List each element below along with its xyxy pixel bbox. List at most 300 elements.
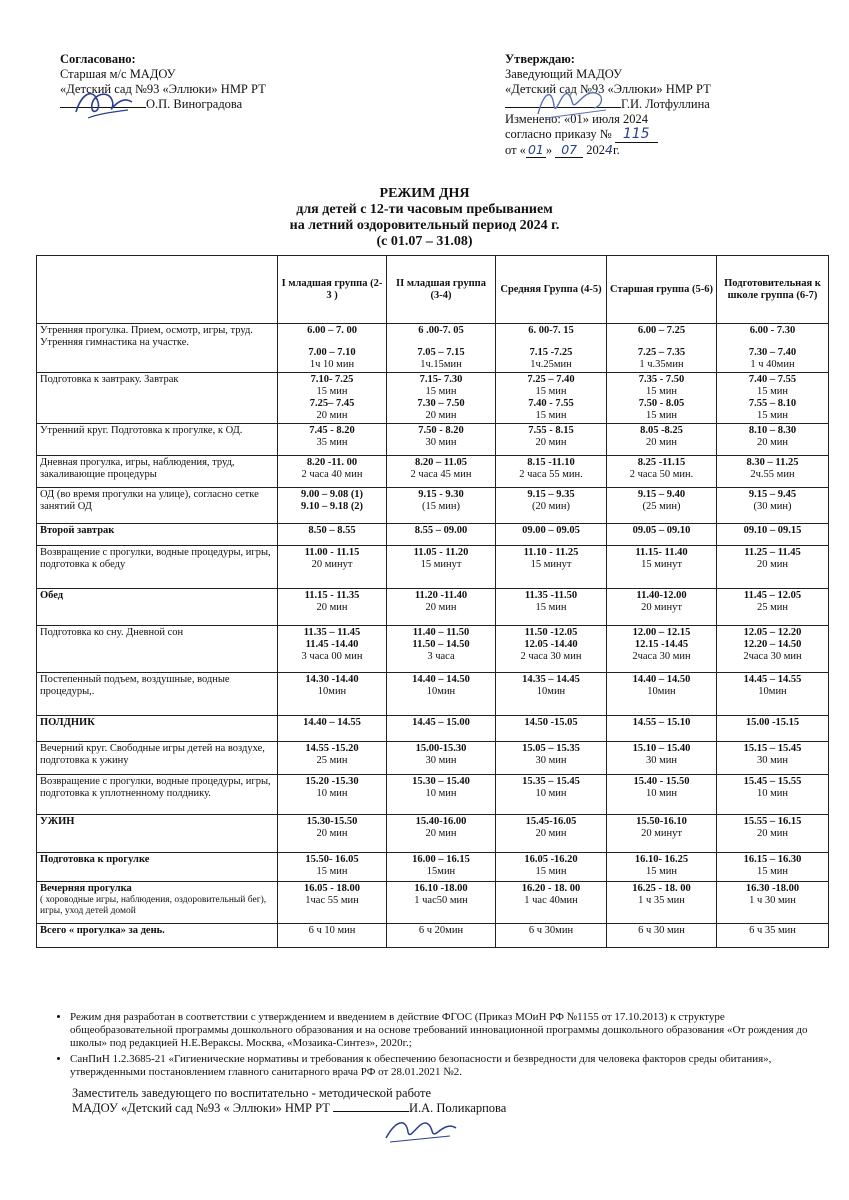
activity-cell: [37, 524, 278, 546]
time-cell: [278, 882, 387, 924]
duration: 15 мин: [645, 410, 677, 421]
time-range: 12.05 – 12.20: [743, 627, 802, 638]
time-cell: [387, 373, 496, 424]
total-duration: 6 ч 30мин: [528, 925, 574, 936]
time-cell: [387, 853, 496, 882]
time-range: 9.10 – 9.18 (2): [300, 501, 364, 512]
duration: 1ч.25мин: [530, 359, 572, 370]
time-range: 14.35 – 14.45: [522, 674, 580, 685]
time-cell: [607, 815, 717, 853]
time-cell: [496, 626, 607, 673]
time-range: 15.50-16.10: [636, 816, 687, 827]
activity-label: Возвращение с прогулки, водные процедуры, игры, подготовка к обеду: [40, 547, 271, 570]
order-month: 07: [555, 142, 583, 158]
time-cell: [278, 488, 387, 524]
time-cell: [387, 626, 496, 673]
time-range: 7.25– 7.45: [309, 398, 355, 409]
duration: 20 минут: [311, 559, 353, 570]
activity-label: ПОЛДНИК: [40, 717, 95, 728]
duration: (15 мин): [421, 501, 460, 512]
time-range: 11.15- 11.40: [635, 547, 688, 558]
title-line-2: для детей с 12-ти часовым пребыванием: [296, 202, 553, 217]
order-number: 115: [615, 126, 658, 143]
time-cell: [387, 424, 496, 456]
time-range: 8.25 -11.15: [637, 457, 686, 468]
activity-label: Возвращение с прогулки, водные процедуры, игры, подготовка к уплотненному полднику.: [40, 776, 271, 799]
approval-signatory-name: О.П. Виноградова: [146, 97, 243, 111]
time-cell: [717, 924, 829, 948]
duration: 25 мин: [756, 602, 788, 613]
activity-cell: [37, 673, 278, 716]
time-range: 16.15 – 16.30: [743, 854, 802, 865]
time-range: 6.00 – 7. 00: [307, 325, 357, 336]
duration: 15 мин: [535, 386, 567, 397]
duration: 3 часа 00 мин: [301, 651, 363, 662]
order-day: 01: [527, 142, 544, 157]
time-cell: [387, 742, 496, 775]
time-range: 12.00 – 12.15: [632, 627, 691, 638]
document-title: [0, 186, 849, 250]
time-cell: [387, 716, 496, 742]
time-cell: [278, 853, 387, 882]
time-cell: [607, 626, 717, 673]
time-cell: [387, 924, 496, 948]
time-cell: [607, 424, 717, 456]
time-range: 11.50 -12.05: [524, 627, 578, 638]
time-cell: [496, 373, 607, 424]
duration: 1 час50 мин: [414, 895, 468, 906]
time-cell: [278, 524, 387, 546]
time-range: 7.35 - 7.50: [638, 374, 685, 385]
approved-heading: Утверждаю:: [505, 52, 575, 66]
time-cell: [717, 673, 829, 716]
duration: 15 мин: [645, 866, 677, 877]
time-range: 7.40 – 7.55: [748, 374, 797, 385]
approved-organization: «Детский сад №93 «Эллюки» НМР РТ: [505, 82, 711, 96]
duration: 2 часа 40 мин: [301, 469, 363, 480]
total-duration: 6 ч 20мин: [418, 925, 464, 936]
time-range: 7.40 - 7.55: [528, 398, 574, 409]
time-range: 11.05 - 11.20: [413, 547, 469, 558]
duration: 10мин: [317, 686, 347, 697]
time-range: 16.20 - 18. 00: [521, 883, 581, 894]
duration: 20 мин: [316, 828, 348, 839]
time-range: 15.00-15.30: [415, 743, 467, 754]
activity-label: Утренняя прогулка. Прием, осмотр, игры, труд. Утренняя гимнастика на участке.: [40, 325, 253, 348]
changed-date: Изменено: «01» июля 2024: [505, 112, 648, 126]
activity-cell: [37, 924, 278, 948]
duration: 20 мин: [756, 437, 788, 448]
duration: 10мин: [758, 686, 787, 697]
duration: 2 часа 30 мин: [520, 651, 582, 662]
time-cell: [278, 775, 387, 815]
activity-cell: [37, 589, 278, 626]
time-range: 15.30-15.50: [306, 816, 358, 827]
time-range: 6.00 – 7.25: [637, 325, 686, 336]
duration: 15 мин: [535, 410, 567, 421]
time-cell: [387, 524, 496, 546]
daily-schedule-table: [36, 255, 829, 948]
duration: 15 мин: [316, 866, 348, 877]
footnote-item: • СанПиН 1.2.3685-21 «Гигиенические нормативы и требования к обеспечению безопасности и безвредности для человека факторов среды обитания», утвержденными постановлением главного санитарного врача РФ от 28.01.2021 №2.: [70, 1053, 822, 1079]
deputy-position: Заместитель заведующего по воспитательно - методической работе: [72, 1086, 432, 1100]
time-cell: [496, 546, 607, 589]
duration: (30 мин): [753, 501, 792, 512]
time-cell: [278, 673, 387, 716]
table-row: [37, 924, 829, 948]
time-cell: [387, 673, 496, 716]
time-range: 9.00 – 9.08 (1): [300, 489, 364, 500]
time-cell: [496, 775, 607, 815]
activity-cell: [37, 716, 278, 742]
time-range: 7.55 - 8.15: [528, 425, 574, 436]
time-cell: [496, 524, 607, 546]
duration: (25 мин): [642, 501, 681, 512]
duration: 15 мин: [535, 602, 567, 613]
activity-label: Постепенный подъем, воздушные, водные процедуры,.: [40, 674, 230, 697]
time-range: 15.40 - 15.50: [633, 776, 690, 787]
duration: 1час 55 мин: [305, 895, 359, 906]
approval-heading: Согласовано:: [60, 52, 136, 66]
duration: 10мин: [426, 686, 456, 697]
duration: 3 часа: [427, 651, 455, 662]
time-range: 7.00 – 7.10: [308, 347, 356, 358]
duration: 20 мин: [756, 559, 788, 570]
time-range: 11.45 -14.40: [305, 639, 359, 650]
time-cell: [607, 456, 717, 488]
time-range: 16.10- 16.25: [634, 854, 689, 865]
time-range: 7.05 – 7.15: [417, 347, 465, 358]
time-range: 15.45 – 15.55: [743, 776, 802, 787]
duration: 10 мин: [645, 788, 677, 799]
time-cell: [607, 546, 717, 589]
time-range: 15.50- 16.05: [305, 854, 359, 865]
activity-label: Подготовка к прогулке: [40, 854, 150, 865]
time-cell: [717, 424, 829, 456]
title-line-3: на летний оздоровительный период 2024 г.: [289, 218, 560, 233]
duration: 2 часа 50 мин.: [629, 469, 694, 480]
time-cell: [387, 589, 496, 626]
header-group-3: Средняя Группа (4-5): [496, 256, 607, 324]
time-range: 6.00 - 7.30: [749, 325, 796, 336]
table-row: [37, 716, 829, 742]
time-range: 14.30 -14.40: [305, 674, 359, 685]
duration: 20 мин: [316, 410, 348, 421]
table-row: [37, 524, 829, 546]
time-range: 7.50 - 8.05: [638, 398, 685, 409]
time-cell: [278, 324, 387, 373]
time-range: 15.30 – 15.40: [412, 776, 470, 787]
duration: 20 мин: [756, 828, 788, 839]
time-range: 12.20 – 14.50: [743, 639, 802, 650]
time-range: 15.00 -15.15: [745, 717, 800, 728]
duration: 15мин: [426, 866, 456, 877]
table-row: [37, 815, 829, 853]
activity-cell: [37, 488, 278, 524]
time-range: 8.50 – 8.55: [308, 525, 356, 536]
time-cell: [496, 324, 607, 373]
duration: 15 минут: [641, 559, 682, 570]
time-cell: [496, 853, 607, 882]
time-cell: [278, 424, 387, 456]
time-cell: [717, 488, 829, 524]
duration: 30 мин: [425, 437, 457, 448]
activity-cell: [37, 626, 278, 673]
time-range: 7.15 -7.25: [529, 347, 573, 358]
time-range: 7.25 – 7.35: [637, 347, 686, 358]
duration: 15 минут: [530, 559, 572, 570]
time-cell: [278, 456, 387, 488]
duration: 15 мин: [535, 866, 567, 877]
time-range: 7.30 – 7.40: [748, 347, 797, 358]
duration: 25 мин: [316, 755, 348, 766]
activity-label: ОД (во время прогулки на улице), согласно сетке занятий ОД: [40, 489, 259, 512]
duration: 2часа 30 мин: [632, 651, 691, 662]
time-cell: [496, 424, 607, 456]
time-cell: [717, 853, 829, 882]
time-range: 16.05 - 18.00: [304, 883, 360, 894]
time-cell: [278, 716, 387, 742]
time-range: 14.55 – 15.10: [632, 717, 691, 728]
time-range: 11.45 – 12.05: [743, 590, 802, 601]
time-range: 11.35 -11.50: [524, 590, 578, 601]
time-cell: [387, 324, 496, 373]
time-range: 14.40 – 14.55: [303, 717, 361, 728]
approved-position: Заведующий МАДОУ: [505, 67, 622, 81]
time-range: 8.20 – 11.05: [415, 457, 467, 468]
table-row: [37, 424, 829, 456]
time-cell: [278, 546, 387, 589]
table-row: [37, 324, 829, 373]
time-range: 14.40 – 14.50: [412, 674, 470, 685]
time-cell: [387, 456, 496, 488]
table-row: [37, 456, 829, 488]
time-range: 7.45 - 8.20: [309, 425, 355, 436]
time-cell: [717, 626, 829, 673]
time-cell: [717, 456, 829, 488]
time-range: 11.50 – 14.50: [412, 639, 470, 650]
duration: 2часа 30 мин: [743, 651, 802, 662]
time-cell: [717, 373, 829, 424]
duration: 20 мин: [425, 410, 457, 421]
time-range: 09.05 – 09.10: [632, 525, 691, 536]
time-range: 11.15 - 11.35: [304, 590, 360, 601]
duration: 15 мин: [316, 386, 348, 397]
time-range: 7.50 - 8.20: [418, 425, 464, 436]
time-range: 09.10 – 09.15: [743, 525, 802, 536]
activity-label: Подготовка к завтраку. Завтрак: [40, 374, 179, 385]
time-range: 14.45 – 15.00: [412, 717, 470, 728]
time-range: 16.25 - 18. 00: [632, 883, 691, 894]
time-range: 6 .00-7. 05: [418, 325, 464, 336]
time-cell: [717, 882, 829, 924]
activity-sublabel: ( хороводные игры, наблюдения, оздоровительный бег), игры, уход детей домой: [40, 895, 267, 916]
time-range: 9.15 - 9.30: [418, 489, 464, 500]
time-cell: [717, 546, 829, 589]
time-cell: [607, 716, 717, 742]
table-row: [37, 673, 829, 716]
time-cell: [607, 488, 717, 524]
table-row: [37, 488, 829, 524]
duration: 1 ч 30 мин: [749, 895, 796, 906]
duration: 10мин: [536, 686, 566, 697]
activity-cell: [37, 546, 278, 589]
time-cell: [607, 589, 717, 626]
header-group-1: I младшая группа (2-3 ): [278, 256, 387, 324]
activity-label: Утренний круг. Подготовка к прогулке, к ОД.: [40, 425, 243, 436]
time-range: 15.15 – 15.45: [743, 743, 802, 754]
time-cell: [278, 742, 387, 775]
deputy-name: И.А. Поликарпова: [408, 1101, 507, 1115]
header-group-2: II младшая группа (3-4): [387, 256, 496, 324]
time-range: 11.40 – 11.50: [412, 627, 470, 638]
footnote-item: • Режим дня разработан в соответствии с утверждением и введением в действие ФГОС (Приказ МОиН РФ №1155 от 17.10.2013) к структуре общеобразовательной программы дошкольного образования и на основе требований инновационной программы дошкольного образования «От рождения до школы» под редакцией Н.Е.Вераксы. Москва, «Мозаика-Синтез», 2020г.;: [70, 1011, 822, 1050]
time-cell: [278, 815, 387, 853]
approval-position: Старшая м/с МАДОУ: [60, 67, 176, 81]
time-range: 14.40 – 14.50: [632, 674, 691, 685]
activity-label: Обед: [40, 590, 64, 601]
duration: 20 мин: [425, 602, 457, 613]
time-cell: [607, 324, 717, 373]
time-cell: [496, 742, 607, 775]
time-range: 15.20 -15.30: [305, 776, 359, 787]
time-cell: [496, 882, 607, 924]
duration: 20 мин: [535, 437, 567, 448]
time-range: 7.30 – 7.50: [417, 398, 465, 409]
time-cell: [717, 589, 829, 626]
time-range: 8.55 – 09.00: [414, 525, 468, 536]
footnotes: [52, 1011, 822, 1082]
time-cell: [387, 546, 496, 589]
time-range: 16.30 -18.00: [745, 883, 800, 894]
time-range: 12.05 -14.40: [524, 639, 578, 650]
duration: (20 мин): [531, 501, 570, 512]
time-cell: [387, 775, 496, 815]
time-range: 15.35 – 15.45: [522, 776, 580, 787]
activity-label: Всего « прогулка» за день.: [40, 925, 165, 936]
time-cell: [278, 589, 387, 626]
activity-cell: [37, 882, 278, 924]
duration: 30 мин: [535, 755, 567, 766]
table-row: [37, 853, 829, 882]
time-cell: [607, 524, 717, 546]
time-range: 7.10- 7.25: [310, 374, 354, 385]
duration: 15 мин: [425, 386, 457, 397]
duration: 20 минут: [641, 828, 682, 839]
signature-lotfullina: [532, 80, 612, 124]
time-cell: [496, 815, 607, 853]
time-cell: [607, 373, 717, 424]
table-row: [37, 775, 829, 815]
time-range: 15.40-16.00: [415, 816, 467, 827]
time-cell: [717, 324, 829, 373]
approval-organization: «Детский сад №93 «Эллюки» НМР РТ: [60, 82, 266, 96]
duration: 35 мин: [316, 437, 348, 448]
time-range: 15.05 – 15.35: [522, 743, 580, 754]
time-range: 8.05 -8.25: [640, 425, 683, 436]
duration: 20 мин: [425, 828, 457, 839]
time-range: 11.35 – 11.45: [303, 627, 361, 638]
duration: 2 часа 45 мин: [410, 469, 472, 480]
time-range: 15.45-16.05: [525, 816, 577, 827]
table-row: [37, 373, 829, 424]
duration: 30 мин: [645, 755, 677, 766]
duration: 20 мин: [535, 828, 567, 839]
time-cell: [717, 524, 829, 546]
table-header-row: [37, 256, 829, 324]
order-line: согласно приказу № 115: [505, 127, 711, 142]
duration: 10мин: [647, 686, 676, 697]
time-range: 11.10 - 11.25: [523, 547, 579, 558]
deputy-organization-line: МАДОУ «Детский сад №93 « Эллюки» НМР РТ И.А. Поликарпова: [72, 1101, 507, 1115]
time-cell: [496, 924, 607, 948]
duration: 1ч 10 мин: [309, 359, 355, 370]
time-range: 09.00 – 09.05: [522, 525, 580, 536]
duration: 15 мин: [756, 410, 788, 421]
time-cell: [607, 853, 717, 882]
time-range: 7.55 – 8.10: [748, 398, 797, 409]
time-cell: [496, 456, 607, 488]
time-cell: [607, 673, 717, 716]
activity-cell: [37, 424, 278, 456]
time-range: 8.30 – 11.25: [746, 457, 799, 468]
duration: 1 ч.35мин: [639, 359, 684, 370]
time-range: 9.15 – 9.45: [748, 489, 797, 500]
activity-cell: [37, 853, 278, 882]
time-cell: [717, 742, 829, 775]
time-range: 8.15 -11.10: [527, 457, 575, 468]
activity-label: Вечерняя прогулка: [40, 883, 132, 894]
duration: 1 ч 40мин: [750, 359, 795, 370]
header-group-5: Подготовительная к школе группа (6-7): [717, 256, 829, 324]
time-cell: [278, 924, 387, 948]
time-cell: [607, 924, 717, 948]
duration: 1ч.15мин: [420, 359, 462, 370]
time-range: 16.05 -16.20: [524, 854, 578, 865]
duration: 2ч.55 мин: [750, 469, 795, 480]
order-year-digit: 4: [605, 142, 613, 157]
total-duration: 6 ч 35 мин: [749, 925, 796, 936]
header-activity: [37, 256, 278, 324]
table-row: [37, 742, 829, 775]
time-cell: [717, 716, 829, 742]
total-duration: 6 ч 30 мин: [638, 925, 685, 936]
duration: 2 часа 55 мин.: [519, 469, 583, 480]
time-cell: [717, 775, 829, 815]
activity-label: УЖИН: [40, 816, 75, 827]
duration: 1 ч 35 мин: [638, 895, 685, 906]
approved-signatory-name: Г.И. Лотфуллина: [621, 97, 710, 111]
activity-cell: [37, 742, 278, 775]
table-row: [37, 546, 829, 589]
activity-label: Второй завтрак: [40, 525, 115, 536]
order-date-line: от « 01 » 07 2024г.: [505, 142, 620, 157]
table-row: [37, 882, 829, 924]
signature-polikarpova: [380, 1112, 460, 1152]
title-line-1: РЕЖИМ ДНЯ: [379, 186, 470, 201]
activity-label: Вечерний круг. Свободные игры детей на воздухе, подготовка к ужину: [40, 743, 265, 766]
time-range: 12.15 -14.45: [634, 639, 689, 650]
time-cell: [496, 488, 607, 524]
activity-cell: [37, 373, 278, 424]
activity-cell: [37, 815, 278, 853]
time-range: 16.10 -18.00: [414, 883, 468, 894]
time-range: 8.10 – 8.30: [748, 425, 797, 436]
time-cell: [496, 673, 607, 716]
time-range: 15.10 – 15.40: [632, 743, 691, 754]
title-line-4: (с 01.07 – 31.08): [376, 234, 473, 249]
duration: 20 мин: [316, 602, 348, 613]
